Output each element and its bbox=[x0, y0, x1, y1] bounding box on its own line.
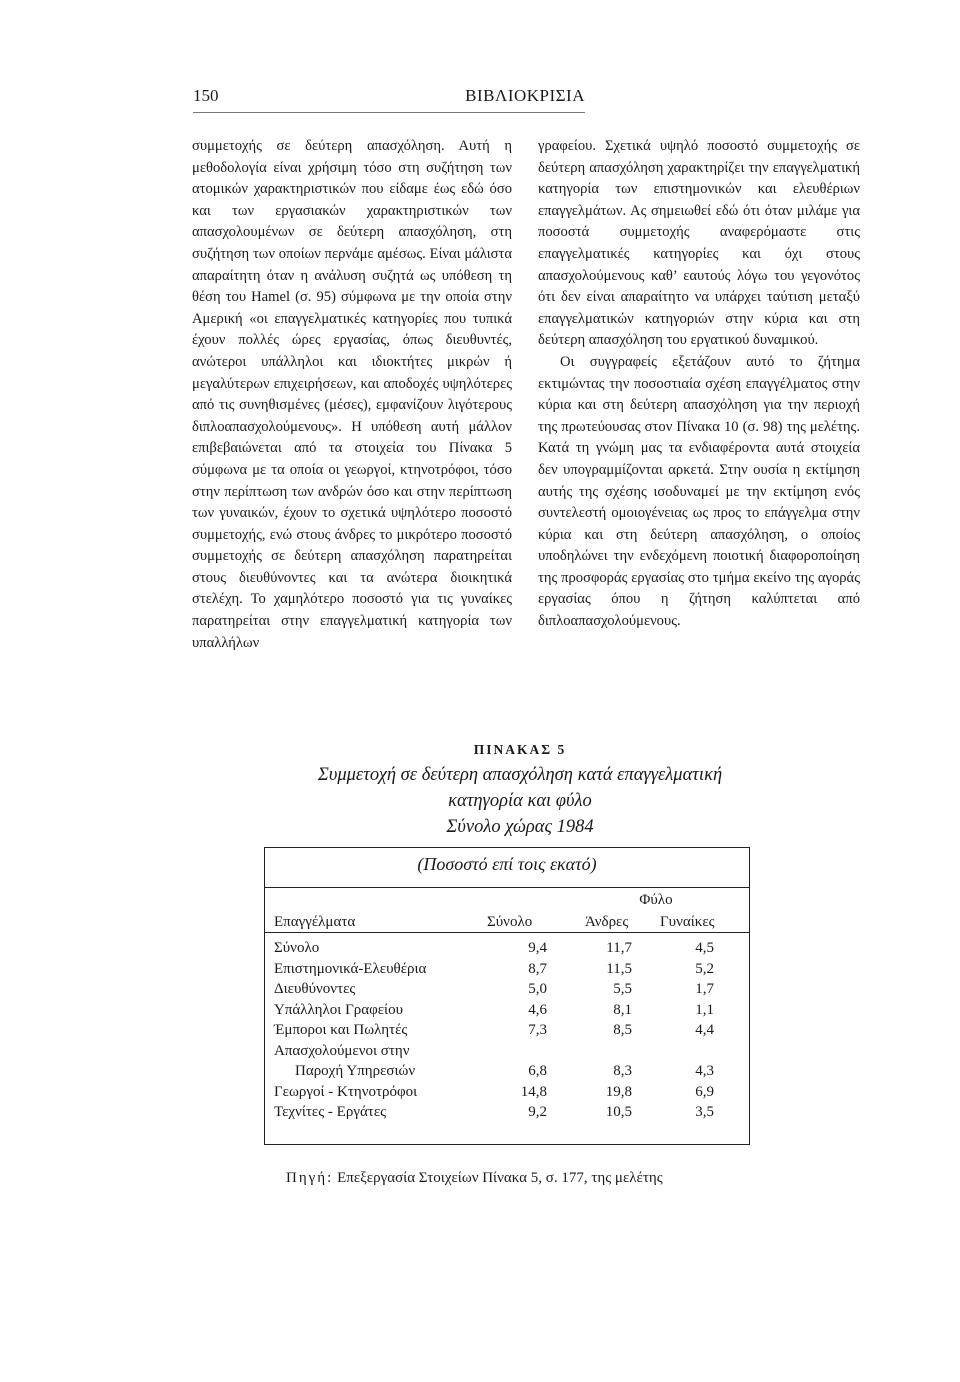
table-title-line-3: Σύνολο χώρας 1984 bbox=[446, 817, 594, 837]
row-name: Επιστημονικά-Ελευθέρια bbox=[274, 960, 427, 977]
cell-men: 11,5 bbox=[606, 960, 632, 977]
table-body-rule bbox=[265, 932, 749, 933]
data-table bbox=[264, 847, 750, 1145]
cell-women: 4,5 bbox=[695, 940, 714, 956]
table-source bbox=[286, 1170, 663, 1187]
cell-women: 5,2 bbox=[695, 960, 714, 977]
table-row bbox=[265, 1002, 749, 1023]
cell-total: 9,4 bbox=[528, 940, 547, 956]
row-name: Τεχνίτες - Εργάτες bbox=[274, 1104, 387, 1120]
cell-women: 1,7 bbox=[695, 981, 714, 997]
cell-women: 4,3 bbox=[695, 1063, 714, 1079]
right-paragraph-1: γραφείου. Σχετικά υψηλό ποσοστό συμμετοχής σε δεύτερη απασχόληση χαρακτηρίζει την επαγγελματική κατηγορία των επιστημονικών και ελευθέριων επαγγελμάτων. Ας σημειωθεί εδώ ότι όταν μιλάμε για ποσοστά συμμετοχής αναφερόμαστε στις επαγγελματικές κατηγορίες και όχι στους απασχολούμενους καθ’ εαυτούς λόγω του γεγονότος ότι δεν είναι απαραίτητο να υπάρχει ταύτιση μεταξύ επαγγελματικών κατηγοριών στην κύρια και στη δεύτερη απασχόληση του εργατικού δυναμικού. bbox=[538, 138, 860, 349]
page-number: 150 bbox=[193, 86, 219, 105]
cell-total: 14,8 bbox=[520, 1083, 547, 1100]
table-row bbox=[265, 1104, 749, 1125]
cell-women: 1,1 bbox=[695, 1001, 714, 1018]
source-text: Επεξεργασία Στοιχείων Πίνακα 5, σ. 177, της μελέτης bbox=[337, 1170, 663, 1186]
cell-total: 4,6 bbox=[528, 1001, 547, 1018]
cell-men: 19,8 bbox=[605, 1083, 632, 1100]
page-header bbox=[193, 86, 585, 108]
row-name: Σύνολο bbox=[274, 940, 320, 956]
table-row bbox=[265, 981, 749, 1002]
group-header-sex: Φύλο bbox=[639, 892, 673, 908]
table-title-line-1: Συμμετοχή σε δεύτερη απασχόληση κατά επαγγελματική bbox=[317, 765, 723, 785]
header-rule bbox=[193, 112, 585, 113]
header-women: Γυναίκες bbox=[660, 914, 715, 930]
table-row bbox=[265, 940, 749, 961]
cell-men: 11,7 bbox=[606, 940, 632, 956]
row-name: Παροχή Υπηρεσιών bbox=[295, 1063, 416, 1079]
left-paragraph-1: συμμετοχής σε δεύτερη απασχόληση. Αυτή η μεθοδολογία είναι χρήσιμη τόσο στη συζήτηση των ατομικών χαρακτηριστικών που είδαμε έως εδώ όσο και των εργασιακών χαρακτηριστικών των απασχολουμένων σε δεύτερη απασχόληση, στη συζήτηση των οποίων περνάμε αμέσως. Είναι μάλιστα απαραίτητη όταν η ανάλυση συζητά ως υπόθεση τη θέση του Hamel (σ. 95) σύμφωνα με την οποία στην Αμερική «οι επαγγελματικές κατηγορίες που τυπικά έχουν πολλές ώρες εργασίας, όπως διευθυντές, ανώτεροι υπάλληλοι και ιδιοκτήτες μικρών ή μεγαλύτερων επιχειρήσεων, και αποδοχές υψηλότερες από τις συνηθισμένες (μέσες), εμφανίζουν λιγότερους διπλοαπασχολούμενους». Η υπόθεση αυτή μάλλον επιβεβαιώνεται από τα στοιχεία του Πίνακα 5 σύμφωνα με τα οποία οι γεωργοί, κτηνοτρόφοι, τόσο στην περίπτωση των ανδρών όσο και στην περίπτωση των γυναικών, έχουν το σχετικά υψηλότερο ποσοστό συμμετοχής, ενώ στους άνδρες το μικρότερο ποσοστό συμμετοχής σε δεύτερη απασχόληση παρατηρείται στους διευθύνοντες και τα ανώτερα διοικητικά στελέχη. Το χαμηλότερο ποσοστό για τις γυναίκες παρατηρείται στην επαγγελματική κατηγορία των υπαλλήλων bbox=[192, 138, 512, 651]
table-row bbox=[265, 1022, 749, 1043]
row-name: Έμποροι και Πωλητές bbox=[274, 1022, 408, 1038]
table-row bbox=[265, 1043, 749, 1064]
table-label: ΠΙΝΑΚΑΣ 5 bbox=[473, 742, 567, 757]
header-men: Άνδρες bbox=[585, 914, 629, 930]
cell-women: 6,9 bbox=[695, 1083, 714, 1100]
row-name: Γεωργοί - Κτηνοτρόφοι bbox=[274, 1083, 418, 1100]
left-column bbox=[192, 136, 512, 654]
cell-total: 5,0 bbox=[528, 981, 547, 997]
table-rows bbox=[265, 940, 749, 1125]
header-total: Σύνολο bbox=[487, 914, 533, 930]
cell-total: 7,3 bbox=[528, 1022, 547, 1038]
cell-total: 9,2 bbox=[528, 1104, 547, 1120]
table-row bbox=[265, 961, 749, 982]
header-occupation: Επαγγέλματα bbox=[274, 914, 356, 930]
table-row bbox=[265, 1084, 749, 1105]
table-title bbox=[220, 742, 820, 840]
cell-total: 8,7 bbox=[528, 960, 547, 977]
right-paragraph-2: Οι συγγραφείς εξετάζουν αυτό το ζήτημα εκτιμώντας την ποσοστιαία σχέση επαγγέλματος στην κύρια και στη δεύτερη απασχόληση για την περιοχή της πρωτεύουσας στον Πίνακα 10 (σ. 98) της μελέτης. Κατά τη γνώμη μας τα ενδιαφέροντα αυτά στοιχεία δεν υπογραμμίζονται αρκετά. Στην ουσία η εκτίμηση αυτής της σχέσης ισοδυναμεί με την εκτίμηση ενός συντελεστή ομοιογένειας ως προς το επάγγελμα στην κύρια και στη δεύτερη απασχόληση, ο οποίος υποδηλώνει την ενδεχόμενη ποιοτική διαφοροποίηση της προσφοράς εργασίας στο τμήμα εκείνο της αγοράς εργασίας όπου η ζήτηση καλύπτεται από διπλοαπασχολούμενους. bbox=[538, 353, 860, 630]
row-name: Απασχολούμενοι στην bbox=[274, 1042, 410, 1059]
table-title-line-2: κατηγορία και φύλο bbox=[448, 791, 592, 811]
right-column bbox=[538, 136, 860, 633]
cell-men: 5,5 bbox=[613, 981, 632, 997]
table-unit: (Ποσοστό επί τοις εκατό) bbox=[417, 854, 597, 874]
cell-women: 4,4 bbox=[695, 1022, 714, 1038]
source-label: Πηγή: bbox=[286, 1170, 334, 1186]
table-row bbox=[265, 1063, 749, 1084]
cell-total: 6,8 bbox=[528, 1063, 547, 1079]
cell-men: 10,5 bbox=[605, 1104, 632, 1120]
cell-men: 8,5 bbox=[613, 1022, 632, 1038]
table-head-rule bbox=[265, 887, 749, 888]
row-name: Διευθύνοντες bbox=[274, 981, 356, 997]
cell-men: 8,3 bbox=[613, 1063, 632, 1079]
running-title: ΒΙΒΛΙΟΚΡΙΣΙΑ bbox=[465, 86, 585, 105]
cell-women: 3,5 bbox=[695, 1104, 714, 1120]
cell-men: 8,1 bbox=[613, 1001, 632, 1018]
row-name: Υπάλληλοι Γραφείου bbox=[274, 1001, 404, 1018]
